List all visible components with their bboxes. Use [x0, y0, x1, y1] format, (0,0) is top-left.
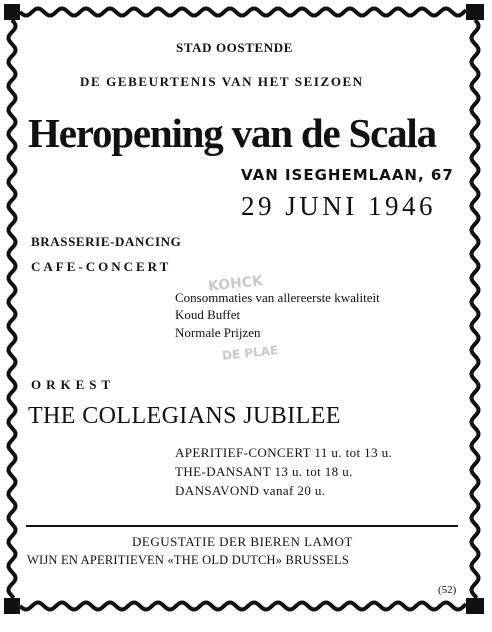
venue-line-1: BRASSERIE-DANCING — [31, 234, 182, 249]
city-name: STAD OOSTENDE — [176, 40, 294, 55]
event-date: 29 JUNI 1946 — [241, 191, 436, 221]
ad-number: (52) — [438, 584, 457, 596]
border-bottom-wave — [20, 603, 466, 610]
corner-bottom-right — [466, 598, 484, 614]
offer-line-2: Koud Buffet — [175, 307, 241, 322]
wave-left-path — [9, 20, 16, 598]
tagline: DE GEBEURTENIS VAN HET SEIZOEN — [80, 74, 364, 89]
corner-top-left — [4, 4, 20, 20]
schedule-line-1: APERITIEF-CONCERT 11 u. tot 13 u. — [175, 445, 393, 460]
footer-line-2: WIJN EN APERITIEVEN «THE OLD DUTCH» BRUSSELS — [27, 553, 349, 567]
wave-top-path — [20, 9, 466, 16]
address: VAN ISEGHEMLAAN, 67 — [241, 166, 454, 184]
schedule-line-2: THE-DANSANT 13 u. tot 18 u. — [175, 464, 353, 479]
watermark-line-2: DE PLAE — [221, 343, 279, 363]
watermark-line-1: KOHCK — [207, 273, 264, 295]
offer-line-3: Normale Prijzen — [175, 325, 261, 340]
offer-line-1: Consommaties van allereerste kwaliteit — [175, 290, 380, 305]
venue-line-2: CAFE-CONCERT — [31, 259, 172, 274]
border-top-wave — [20, 9, 466, 16]
corner-bottom-left — [4, 598, 20, 614]
footer-line-1: DEGUSTATIE DER BIEREN LAMOT — [132, 534, 353, 549]
orchestra-name: THE COLLEGIANS JUBILEE — [28, 403, 341, 429]
event-title: Heropening van de Scala — [28, 110, 436, 156]
border-right-wave — [472, 20, 479, 598]
border-left-wave — [9, 20, 16, 598]
wave-bottom-path — [20, 603, 466, 610]
corner-top-right — [466, 4, 484, 20]
schedule-line-3: DANSAVOND vanaf 20 u. — [175, 483, 326, 498]
wave-right-path — [472, 20, 479, 598]
orchestra-label: ORKEST — [31, 377, 116, 392]
